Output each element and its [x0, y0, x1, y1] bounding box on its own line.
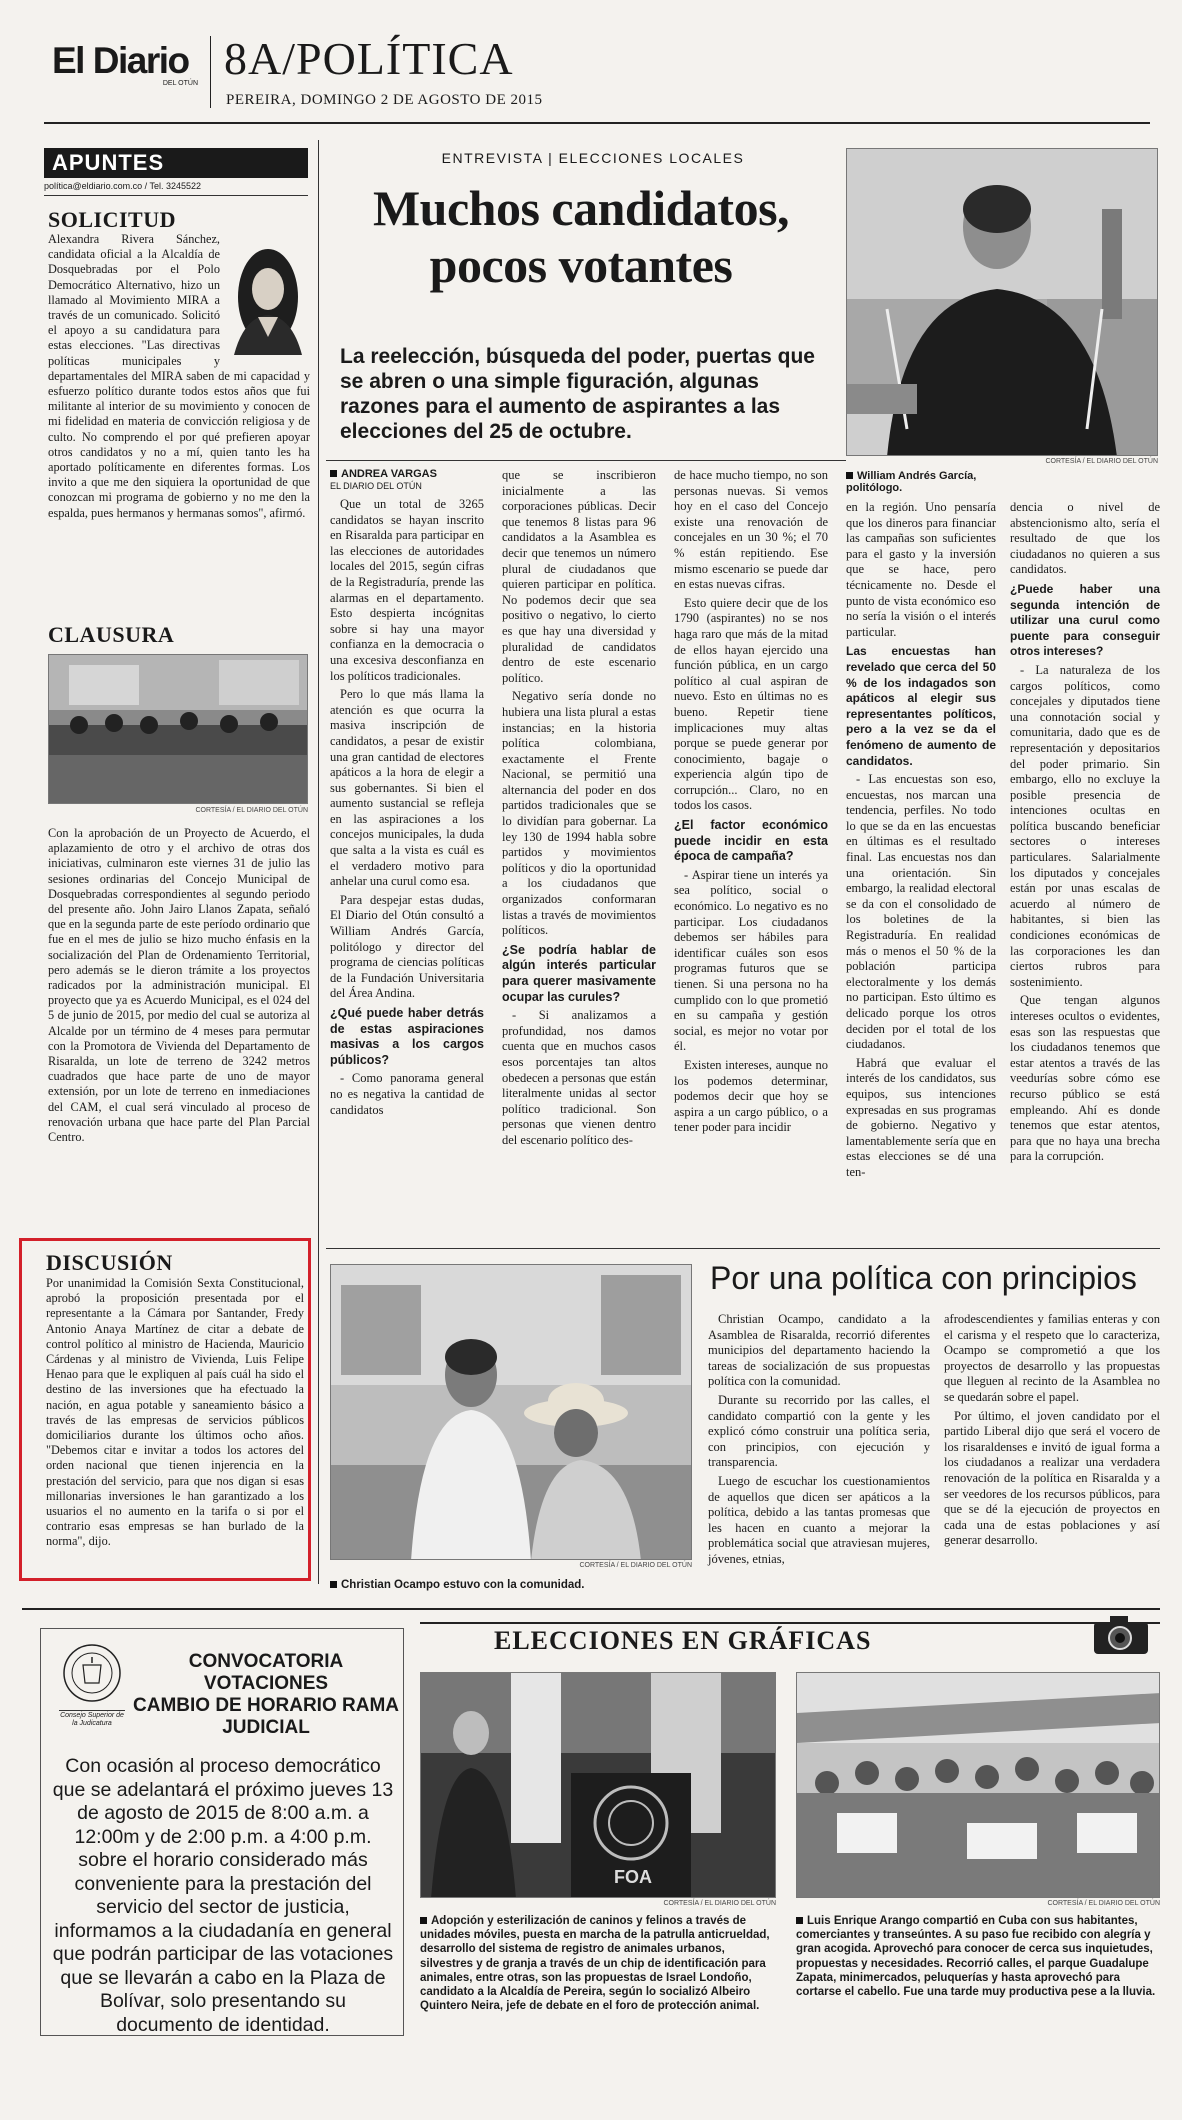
- main-col4-p1: en la región. Uno pensaría que los dineros para financiar las campañas son suficientes para el gasto y la inversión que se hace, pero técnicamente no. Desde el punto de vista económico eso no sería la visión o el interés particular.: [846, 500, 996, 639]
- graficas-photo-2: [796, 1672, 1160, 1898]
- main-col3-p2: Esto quiere decir que de los 1790 (aspirantes) no se nos haga raro que más de la mitad de ellos hayan ejercido una función pública, en un cargo político al cual aspiran de nuevo. Esto en últimas no es bueno. Repetir tiene implicaciones muy altas porque se puede generar por conocimiento, bagaje o experiencia algún tipo de corrupción... Claro, no en todos los casos.: [674, 595, 828, 813]
- main-col-1: [330, 497, 484, 1121]
- main-kicker: ENTREVISTA | ELECCIONES LOCALES: [441, 150, 745, 166]
- second-col1-p1: Christian Ocampo, candidato a la Asamblea de Risaralda, recorrió diferentes municipios del departamento haciendo la tareas de socialización de sus propuestas política con la comunidad.: [708, 1312, 930, 1389]
- brand-subtitle: DEL OTÚN: [162, 80, 198, 87]
- ocampo-photo-caption-text: Christian Ocampo estuvo con la comunidad.: [341, 1579, 585, 1591]
- discusion-text: Por unanimidad la Comisión Sexta Constitucional, aprobó la proposición presentada por el representante a la Cámara por Santander, Fredy Antonio Anaya Martínez de citar a debate de control político al ministro de Hacienda, Mauricio Cárdenas y al ministro de Vivienda, Luis Felipe Henao para que le expliquen al país cuál ha sido el destino de las inversiones que ha efectuado la nación, en agua potable y saneamiento básico a través de las empresas de servicios públicos domiciliarios durante los últimos ocho años. "Debemos citar e invitar a todos los actores del orden nacional que tienen injerencia en la prestación del servicio, para que nos digan si esas millonarias inversiones le han garantizado a los usuarios el no aumento en la tarifa o si por el contrario esas empresas se han burlado de la norma", dijo.: [46, 1276, 304, 1549]
- foa-sign: FOA: [614, 1867, 652, 1887]
- camera-icon: [1092, 1612, 1150, 1661]
- graficas-photo2-caption-text: Luis Enrique Arango compartió en Cuba con sus habitantes, comerciantes y transeúntes. A su paso fue recibido con alegría y gran acogida. Aprovechó para conocer de cerca sus inquietudes, propuestas y necesidades. Recorrió calles, el parque Guadalupe Zapata, minimercados, peluquerías y hasta aprovechó para cortarse el cabello. Fue una tarde muy productiva pese a la lluvia.: [796, 1915, 1156, 1999]
- graficas-photo1-credit: CORTESÍA / EL DIARIO DEL OTÚN: [663, 1900, 776, 1907]
- main-photo-caption-text: William Andrés García, politólogo.: [846, 470, 977, 494]
- brand-name: El Diario: [52, 40, 189, 81]
- second-col1-p3: Luego de escuchar los cuestionamientos de aquellos que dicen ser apáticos a la política, debido a las tantas promesas que les hacen en cuanto a mejorar la problemática social que atraviesan mujeres, jóvenes, etnias,: [708, 1473, 930, 1566]
- main-col1-question: ¿Qué puede haber detrás de estas aspiraciones masivas a los cargos públicos?: [330, 1006, 484, 1067]
- main-photo-credit: CORTESÍA / EL DIARIO DEL OTÚN: [1045, 458, 1158, 465]
- second-headline: Por una política con principios: [710, 1260, 1137, 1296]
- main-deck: La reelección, búsqueda del poder, puertas que se abren o una simple figuración, algunas razones para el aumento de aspirantes a las elecciones del 25 de octubre.: [340, 345, 815, 443]
- second-col-2: [944, 1312, 1160, 1552]
- ad-title-line3: JUDICIAL: [222, 1717, 310, 1738]
- apuntes-contact: política@eldiario.com.co / Tel. 3245522: [44, 181, 308, 196]
- page-section: 8A/POLÍTICA: [224, 33, 514, 84]
- main-col3-end1: - Aspirar tiene un interés ya sea político, social o económico. Lo negativo es no participar. Los ciudadanos debemos ser hábiles para identificar cuáles son esos programas futuros que se tienen. Si una persona no ha cumplido con lo que prometió en su campaña y gestión social, es mejor no votar por él.: [674, 867, 828, 1054]
- main-col4-end2: Habrá que evaluar el interés de los candidatos, sus equipos, sus intenciones expresadas en sus programas de gobierno. Negativo y lamentablemente sería que en estas elecciones se dé una ten-: [846, 1055, 996, 1179]
- main-col4-question: Las encuestas han revelado que cerca del 50 % de los indagados son apáticos al elegir sus representantes políticos, pero a la vez se da el fenómeno de aumento de candidatos.: [846, 644, 996, 768]
- ad-title: [131, 1651, 401, 1739]
- main-col4-end1: - Las encuestas son eso, encuestas, nos marcan una tendencia, perfiles. No todo lo que se da en las encuestas en últimas es el resultado final. Las encuestas nos dan una orientación. Sin embargo, la realidad electoral se da con el consolidado de los boletines de la Registraduría. En realidad más o menos el 50 % de la población participa electoralmente y los demás no participan. Esto último es delicado porque los otros deciden por el total de los ciudadanos.: [846, 772, 996, 1052]
- solicitud-heading: SOLICITUD: [48, 207, 176, 232]
- main-headline-line2: pocos votantes: [429, 237, 733, 293]
- clausura-photo: [48, 654, 308, 804]
- ad-title-line2: CAMBIO DE HORARIO RAMA: [133, 1695, 399, 1716]
- brand-logo: [52, 42, 202, 87]
- second-col2-p1: afrodescendientes y familias enteras y con el carisma y el respeto que lo caracteriza, Ocampo se comprometió a que los proyectos de desarrollo y las propuestas que lleguen al recinto de la Asamblea no se quedarán sobre el papel.: [944, 1312, 1160, 1404]
- graficas-heading-bar: [420, 1622, 1160, 1658]
- graficas-photo1-caption: [420, 1914, 778, 2013]
- byline-outlet: EL DIARIO DEL OTÚN: [330, 481, 422, 491]
- apuntes-title: APUNTES: [44, 148, 308, 178]
- main-col1-end: - Como panorama general no es negativa la cantidad de candidatos: [330, 1071, 484, 1117]
- main-col2-p1: que se inscribieron inicialmente a las corporaciones públicas. Decir que tenemos 8 listas para 96 candidatos a la Asamblea es decir que tenemos un número plural de ciudadanos que quieren participar en política. No podemos decir que sea positivo o negativo, lo cierto es que hay una diversidad y pluralidad de candidatos dentro de este escenario político.: [502, 468, 656, 685]
- discusion-heading: DISCUSIÓN: [46, 1250, 173, 1275]
- solicitud-text: [48, 232, 310, 521]
- apuntes-sidebar: [44, 148, 308, 196]
- graficas-heading: ELECCIONES EN GRÁFICAS: [494, 1626, 872, 1655]
- main-col3-p1: de hace mucho tiempo, no son personas nuevas. Si vemos hoy en el caso del Concejo existe una renovación de concejales en un 30 %; el 70 % están repitiendo. Ese mismo escenario se puede dar en estas nuevas cifras.: [674, 468, 828, 592]
- graficas-photo2-credit: CORTESÍA / EL DIARIO DEL OTÚN: [1047, 1900, 1160, 1907]
- clausura-photo-credit: CORTESÍA / EL DIARIO DEL OTÚN: [195, 807, 308, 814]
- ad-title-line1: CONVOCATORIA VOTACIONES: [188, 1651, 344, 1694]
- main-col2-p2: Negativo sería donde no hubiera una lista plural a estas instancias; en la historia política colombiana, exactamente el Frente Nacional, se permitió una alternancia del poder en dos partidos tradicionales que se lo dividían para gobernar. La ley 130 de 1994 habla sobre partidos y movimientos políticos y dio la oportunidad a los ciudadanos que organizados conformaran listas a través de movimientos políticos.: [502, 689, 656, 938]
- photo-spacer: [220, 245, 310, 367]
- main-col5-end1: - La naturaleza de los cargos políticos, como concejales y diputados tiene una connotación social y comunitaria, dado que es de representación y depositarios del poder primario. Sin embargo, ello no excluye la posible presencia de intenciones ocultas en política buscando beneficiar sectores o intereses particulares. Salarialmente los diputados y concejales están por unas escalas de acuerdo al número de habitantes, si bien las condiciones económicas de las corporaciones les dan ciertos rubros para sostenimiento.: [1010, 662, 1160, 989]
- main-col-4: [846, 500, 996, 1184]
- main-col-2: [502, 468, 656, 1152]
- main-photo-caption: [846, 470, 996, 494]
- second-col2-p2: Por último, el joven candidato por el partido Liberal dijo que será el vocero de los risaraldenses e invitó de igual forma a los ciudadanos a realizar una verdadera renovación de la política en Risaralda y a ser veedores de los recursos públicos, para que se dé la ejecución de proyectos en cada una de estas poblaciones y así generar desarrollo.: [944, 1408, 1160, 1548]
- byline-name: [330, 468, 480, 480]
- main-col2-end: - Si analizamos a profundidad, nos damos cuenta que en muchos casos esos porcentajes tan altos obedecen a personas que están literalmente unidas al sector político tradicional. Son personas que vienen dentro del escenario político des-: [502, 1008, 656, 1147]
- main-headline: [326, 180, 836, 294]
- ad-body: Con ocasión al proceso democrático que se adelantará el próximo jueves 13 de agosto de 2015 de 8:00 a.m. a 12:00m y de 2:00 p.m. a 4:00 p.m. sobre el horario considerado más conveniente para la prestación del servicio del sector de justicia, informamos a la ciudadanía en general que podrán participar de las votaciones que se llevarán a cabo en la Plaza de Bolívar, solo presentando su documento de identidad.: [52, 1755, 394, 2036]
- main-col5-end2: Que tengan algunos intereses ocultos o evidentes, esas son las respuestas que los ciudadanos tenemos que estar atentos a través de las veedurías sobre cómo ese recurso público se está empleando. Ahí es donde tenemos que estar atentos, para que no haya una brecha para la corrupción.: [1010, 993, 1160, 1164]
- main-col3-question: ¿El factor económico puede incidir en esta época de campaña?: [674, 818, 828, 864]
- graficas-photo-1: [420, 1672, 776, 1898]
- solicitud-body: Alexandra Rivera Sánchez, candidata oficial a la Alcaldía de Dosquebradas por el Polo Democrático Alternativo, hizo un llamado al Movimiento MIRA a través de un comunicado. Solicitó el apoyo a su candidatura para estas elecciones. "Las directivas políticas municipales y departamentales del MIRA saben de mi capacidad y esfuerzo político durante todos estos años que fui militante al interior de su movimiento y conocen de mi fidelidad en materia de convicción religiosa y de culto. No comprendo el por qué prefieren apoyar otros candidatos y no a mí, quien tanto les ha aportado políticamente en diferentes formas. Los invito a que me den siquiera la oportunidad de que conozcan mi programa de gobierno y no me den la espalda, pues hermanos y hermanas somos", afirmó.: [48, 232, 310, 520]
- main-col1-p1: Que un total de 3265 candidatos se hayan inscrito en Risaralda para participar en las elecciones de autoridades locales del 2015, según cifras de la Registraduría, prende las alarmas en el departamento. Esto despierta incógnitas sobre si hay una mayor confianza en la democracia o una excesiva desconfianza en los políticos tradicionales.: [330, 497, 484, 683]
- masthead: [40, 30, 1150, 120]
- main-col-5: [1010, 500, 1160, 1168]
- ocampo-photo-credit: CORTESÍA / EL DIARIO DEL OTÚN: [579, 1562, 692, 1569]
- main-headline-line1: Muchos candidatos,: [372, 180, 790, 236]
- second-col1-p2: Durante su recorrido por las calles, el candidato compartió con la gente y les explicó cómo construir una política seria, con principios, con ejecución y transparencia.: [708, 1392, 930, 1470]
- date-line: PEREIRA, DOMINGO 2 DE AGOSTO DE 2015: [226, 92, 543, 108]
- main-col1-p3: Para despejar estas dudas, El Diario del Otún consultó a William Andrés García, politólogo y director del programa de ciencias políticas de la Fundación Universitaria del Área Andina.: [330, 892, 484, 1001]
- clausura-heading: CLAUSURA: [48, 622, 175, 647]
- ocampo-photo-caption: [330, 1578, 692, 1592]
- byline: [330, 468, 480, 491]
- main-col5-question: ¿Puede haber una segunda intención de utilizar una curul como puente para conseguir otros intereses?: [1010, 581, 1160, 659]
- clausura-text: Con la aprobación de un Proyecto de Acuerdo, el aplazamiento de otro y el archivo de otras dos iniciativas, culminaron este viernes 31 de julio las sesiones ordinarias del Concejo Municipal de Dosquebradas correspondientes al segundo periodo del presente año. John Jairo Llanos Zapata, señaló que en la segunda parte de este período ordinario que fue en el mes de julio se hizo mucho énfasis en la socialización del Plan de Ordenamiento Territorial, pero además se le dieron trámite a los proyectos radicados por la administración municipal. El proyecto que ya es Acuerdo Municipal, es el 024 del 5 de junio de 2015, por medio del cual se autoriza al Alcalde por un término de 4 meses para permutar con la Promotora de Vivienda del Departamento de Risaralda, un lote de terreno de 3242 metros cuadrados que hace parte de uno de mayor extensión, por un lote de terreno en inmediaciones del CAM, el cual será vinculado al proceso de renovación urbana que hace parte del Plan Parcial Centro.: [48, 826, 310, 1145]
- main-col5-p1: dencia o nivel de abstencionismo alto, sería el resultado de que los ciudadanos no quieren a sus candidatos.: [1010, 500, 1160, 577]
- ocampo-photo: [330, 1264, 692, 1560]
- second-col-1: [708, 1312, 930, 1571]
- main-col3-end2: Existen intereses, aunque no los podemos determinar, podemos decir que hoy se aspira a un cargo público, o a tener poder para incidir: [674, 1057, 828, 1135]
- main-col1-p2: Pero lo que más llama la atención es que ocurra la masiva inscripción de candidatos, a pesar de existir una gran cantidad de electores apáticos a la hora de elegir a sus gobernantes. Si bien el aumento sustancial se refleja en las aspiraciones a los concejos municipales, la duda que salta a la vista es cuál es el verdadero motivo para anhelar una curul como esa.: [330, 687, 484, 889]
- main-col2-question: ¿Se podría hablar de algún interés particular para querer masivamente ocupar las curules?: [502, 942, 656, 1004]
- main-photo: [846, 148, 1158, 456]
- main-col-3: [674, 468, 828, 1139]
- graficas-photo2-caption: [796, 1914, 1162, 1999]
- judicial-seal: [59, 1643, 125, 1725]
- judicial-seal-text: Consejo Superior de la Judicatura: [60, 1712, 124, 1727]
- graficas-photo1-caption-text: Adopción y esterilización de caninos y felinos a través de unidades móviles, puesta en marcha de la patrulla anticrueldad, desarrollo del sistema de registro de animales urbanos, silvestres y de granja a través de un chip de identificación para animales, entre otras, son las propuestas de Israel Londoño, candidato a la Alcaldía de Pereira, según lo socializó Albeiro Quintero Neira, jefe de debate en el foro de protección animal.: [420, 1915, 770, 2013]
- judicial-ad: [40, 1628, 404, 2036]
- byline-name-text: ANDREA VARGAS: [341, 468, 437, 480]
